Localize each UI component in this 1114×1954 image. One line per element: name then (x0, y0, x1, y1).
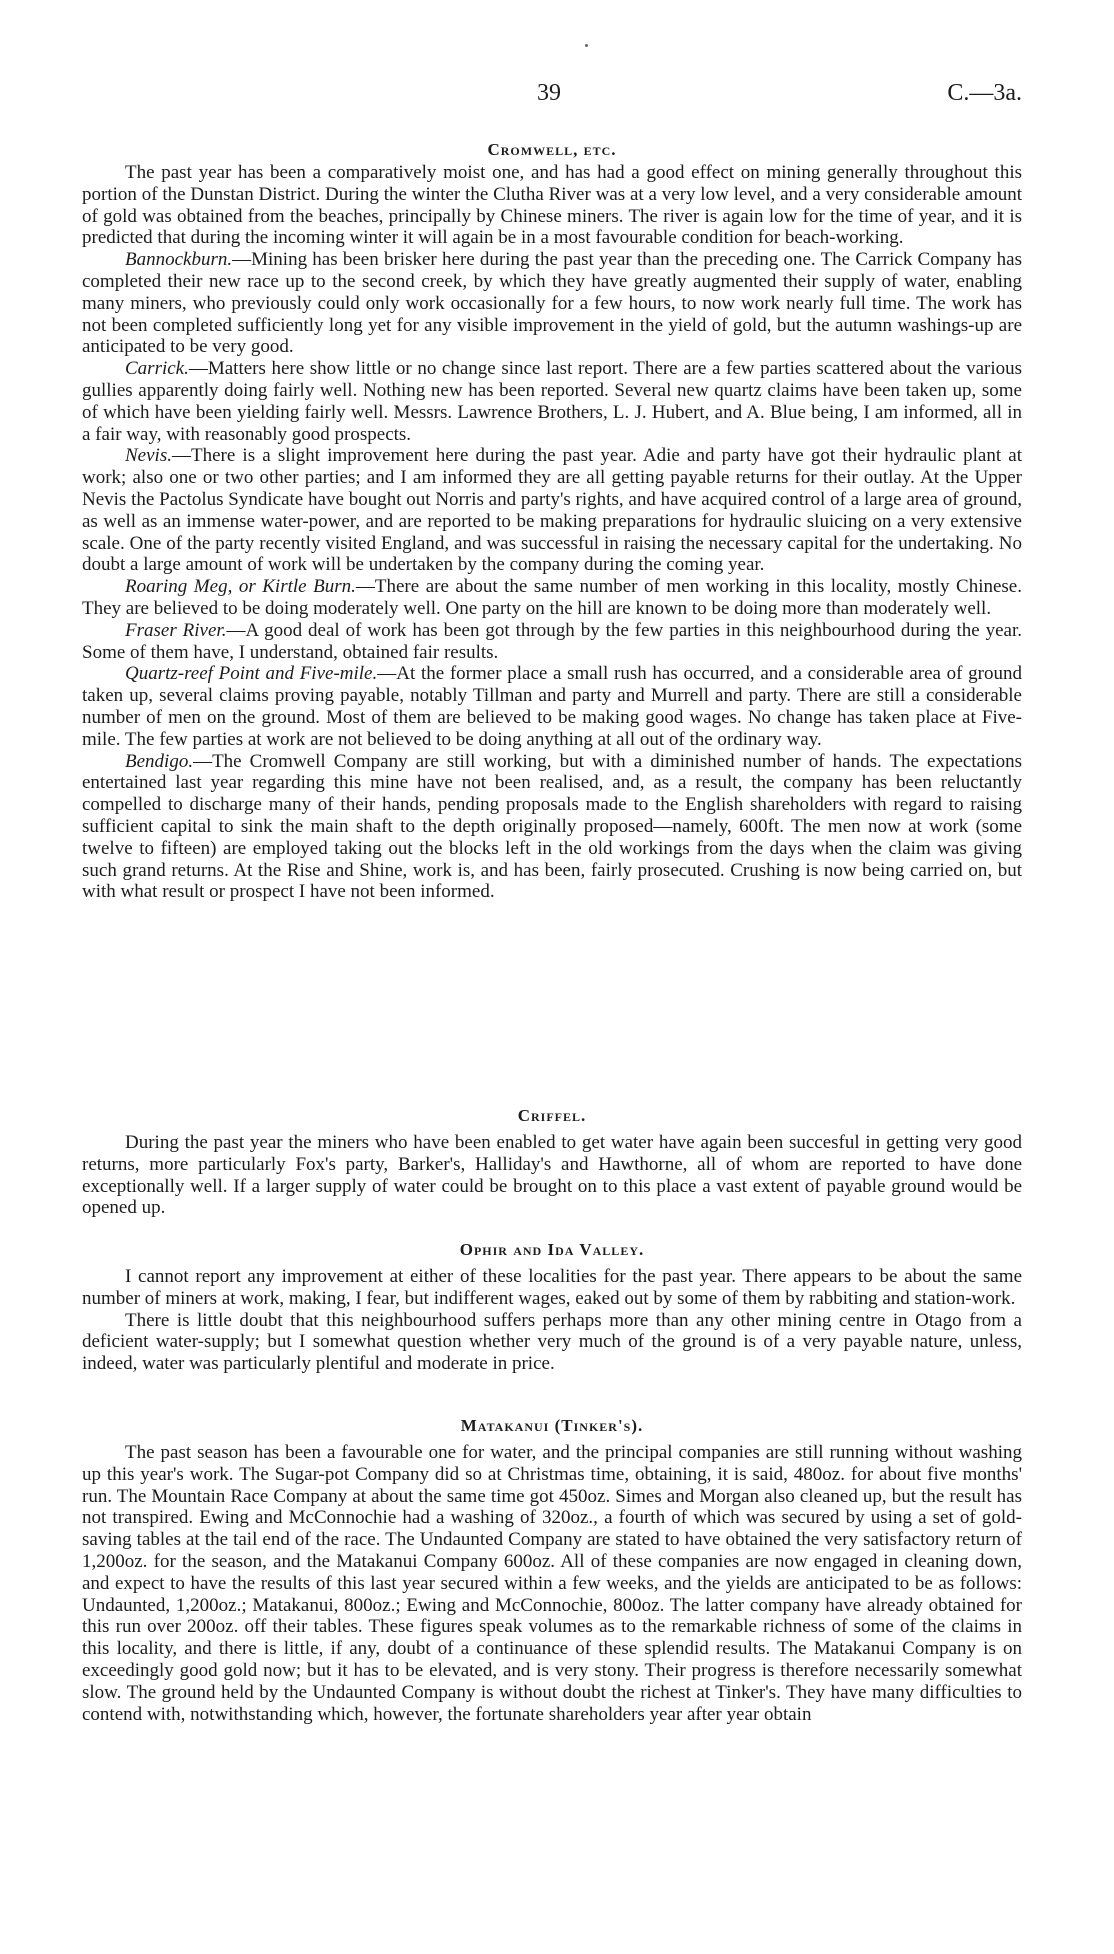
section-heading-cromwell: Cromwell, etc. (487, 140, 617, 159)
page-number: 39 (537, 80, 561, 106)
locality-name: Carrick. (125, 358, 189, 380)
locality-name: Nevis. (125, 445, 172, 467)
paragraph-quartz-reef-point: Quartz-reef Point and Five-mile.—At the former place a small rush has occurred, and a considerable area of ground taken up, several claims proving payable, notably Tillman and party and Murrell and party. There are still a considerable number of men on the ground. Most of them are believed to be making good wages. No change has taken place at Five-mile. The few parties at work are not believed to be doing anything at all out of the ordinary way. (82, 663, 1022, 750)
paragraph-carrick: Carrick.—Matters here show little or no change since last report. There are a few parties scattered about the various gullies apparently doing fairly well. Nothing new has been reported. Several new quartz claims have been taken up, some of which have been yielding fairly well. Messrs. Lawrence Brothers, L. J. Hubert, and A. Blue being, I am informed, all in a fair way, with reasonably good prospects. (82, 358, 1022, 445)
page-header (82, 80, 1022, 120)
paragraph-roaring-meg: Roaring Meg, or Kirtle Burn.—There are about the same number of men working in this locality, mostly Chinese. They are believed to be doing moderately well. One party on the hill are known to be doing more than moderately well. (82, 576, 1022, 619)
section-body-cromwell (82, 162, 1022, 903)
paragraph: The past year has been a comparatively moist one, and has had a good effect on mining generally throughout this portion of the Dunstan District. During the winter the Clutha River was at a very low level, and a very considerable amount of gold was obtained from the beaches, principally by Chinese miners. The river is again low for the time of year, and it is predicted that during the incoming winter it will again be in a most favourable condition for beach-working. (82, 162, 1022, 249)
locality-name: Fraser River. (125, 619, 227, 641)
section-heading-matakanui: Matakanui (Tinker's). (460, 1416, 644, 1435)
paragraph: The past season has been a favourable one for water, and the principal companies are still running without washing up this year's work. The Sugar-pot Company did so at Christmas time, obtaining, it is said, 480oz. for about five months' run. The Mountain Race Company at about the same time got 450oz. Simes and Morgan also cleaned up, but the result has not transpired. Ewing and McConnochie had a washing of 320oz., a fourth of which was secured by using a set of gold-saving tables at the tail end of the race. The Undaunted Company are stated to have obtained the very satisfactory return of 1,200oz. for the season, and the Matakanui Company 600oz. All of these companies are now engaged in cleaning down, and expect to have the results of this last year secured within a few weeks, and the yields are anticipated to be as follows: Undaunted, 1,200oz.; Matakanui, 800oz.; Ewing and McConnochie, 800oz. The latter company have already obtained for this run over 200oz. off their tables. These figures speak volumes as to the remarkable richness of some of the claims in this locality, and there is little, if any, doubt of a continuance of these splendid results. The Matakanui Company is on exceedingly good gold now; but it has to be elevated, and is very stony. Their progress is therefore necessarily somewhat slow. The ground held by the Undaunted Company is without doubt the richest at Tinker's. They have many difficulties to contend with, notwithstanding which, however, the fortunate shareholders year after year obtain (82, 1442, 1022, 1725)
paragraph-nevis: Nevis.—There is a slight improvement here during the past year. Adie and party have got their hydraulic plant at work; also one or two other parties; and I am informed they are all getting payable returns for their outlay. At the Upper Nevis the Pactolus Syndicate have bought out Norris and party's rights, and have acquired control of a large area of ground, as well as an immense water-power, and are reported to be making preparations for hydraulic sluicing on a very extensive scale. One of the party recently visited England, and was successful in raising the necessary capital for the undertaking. No doubt a large amount of work will be undertaken by the company during the coming year. (82, 445, 1022, 576)
locality-name: Quartz-reef Point and Five-mile. (125, 663, 378, 685)
paragraph-fraser-river: Fraser River.—A good deal of work has been got through by the few parties in this neighbourhood during the year. Some of them have, I understand, obtained fair results. (82, 619, 1022, 663)
paragraph-bannockburn: Bannockburn.—Mining has been brisker here during the past year than the preceding one. The Carrick Company has completed their new race up to the second creek, by which they have greatly augmented their supply of water, enabling many miners, who previously could only work occasionally for a few hours, to now work nearly full time. The work has not been completed sufficiently long yet for any visible improvement in the yield of gold, but the autumn washings-up are anticipated to be very good. (82, 249, 1022, 358)
section-heading-ophir: Ophir and Ida Valley. (459, 1240, 645, 1259)
section-body-criffel (82, 1132, 1022, 1219)
paragraph-bendigo: Bendigo.—The Cromwell Company are still working, but with a diminished number of hands. The expectations entertained last year regarding this mine have not been realised, and, as a result, the company has been reluctantly compelled to discharge many of their hands, pending proposals made to the English shareholders with regard to raising sufficient capital to sink the main shaft to the depth originally proposed—namely, 600ft. The men now at work (some twelve to fifteen) are employed taking out the blocks left in the old workings from the days when the claim was giving such grand returns. At the Rise and Shine, work is, and has been, fairly prosecuted. Crushing is now being carried on, but with what result or prospect I have not been informed. (82, 750, 1022, 903)
paragraph: There is little doubt that this neighbourhood suffers perhaps more than any other mining centre in Otago from a deficient water-supply; but I somewhat question whether very much of the ground is of a very payable nature, unless, indeed, water was particularly plentiful and moderate in price. (82, 1309, 1022, 1375)
section-heading-criffel: Criffel. (517, 1106, 587, 1125)
document-reference: C.—3a. (947, 80, 1022, 106)
locality-name: Bendigo. (125, 750, 194, 772)
paragraph: I cannot report any improvement at either of these localities for the past year. There appears to be about the same number of miners at work, making, I fear, but indifferent wages, eaked out by some of them by rabbiting and station-work. (82, 1266, 1022, 1309)
section-body-ophir (82, 1266, 1022, 1375)
paragraph: During the past year the miners who have been enabled to get water have again been succesful in getting very good returns, more particularly Fox's party, Barker's, Halliday's and Hawthorne, all of whom are reported to have done exceptionally well. If a larger supply of water could be brought on to this place a vast extent of payable ground would be opened up. (82, 1132, 1022, 1219)
locality-name: Bannockburn. (125, 249, 233, 271)
print-speck (585, 44, 588, 47)
locality-name: Roaring Meg, or Kirtle Burn. (125, 576, 356, 598)
section-body-matakanui (82, 1442, 1022, 1725)
